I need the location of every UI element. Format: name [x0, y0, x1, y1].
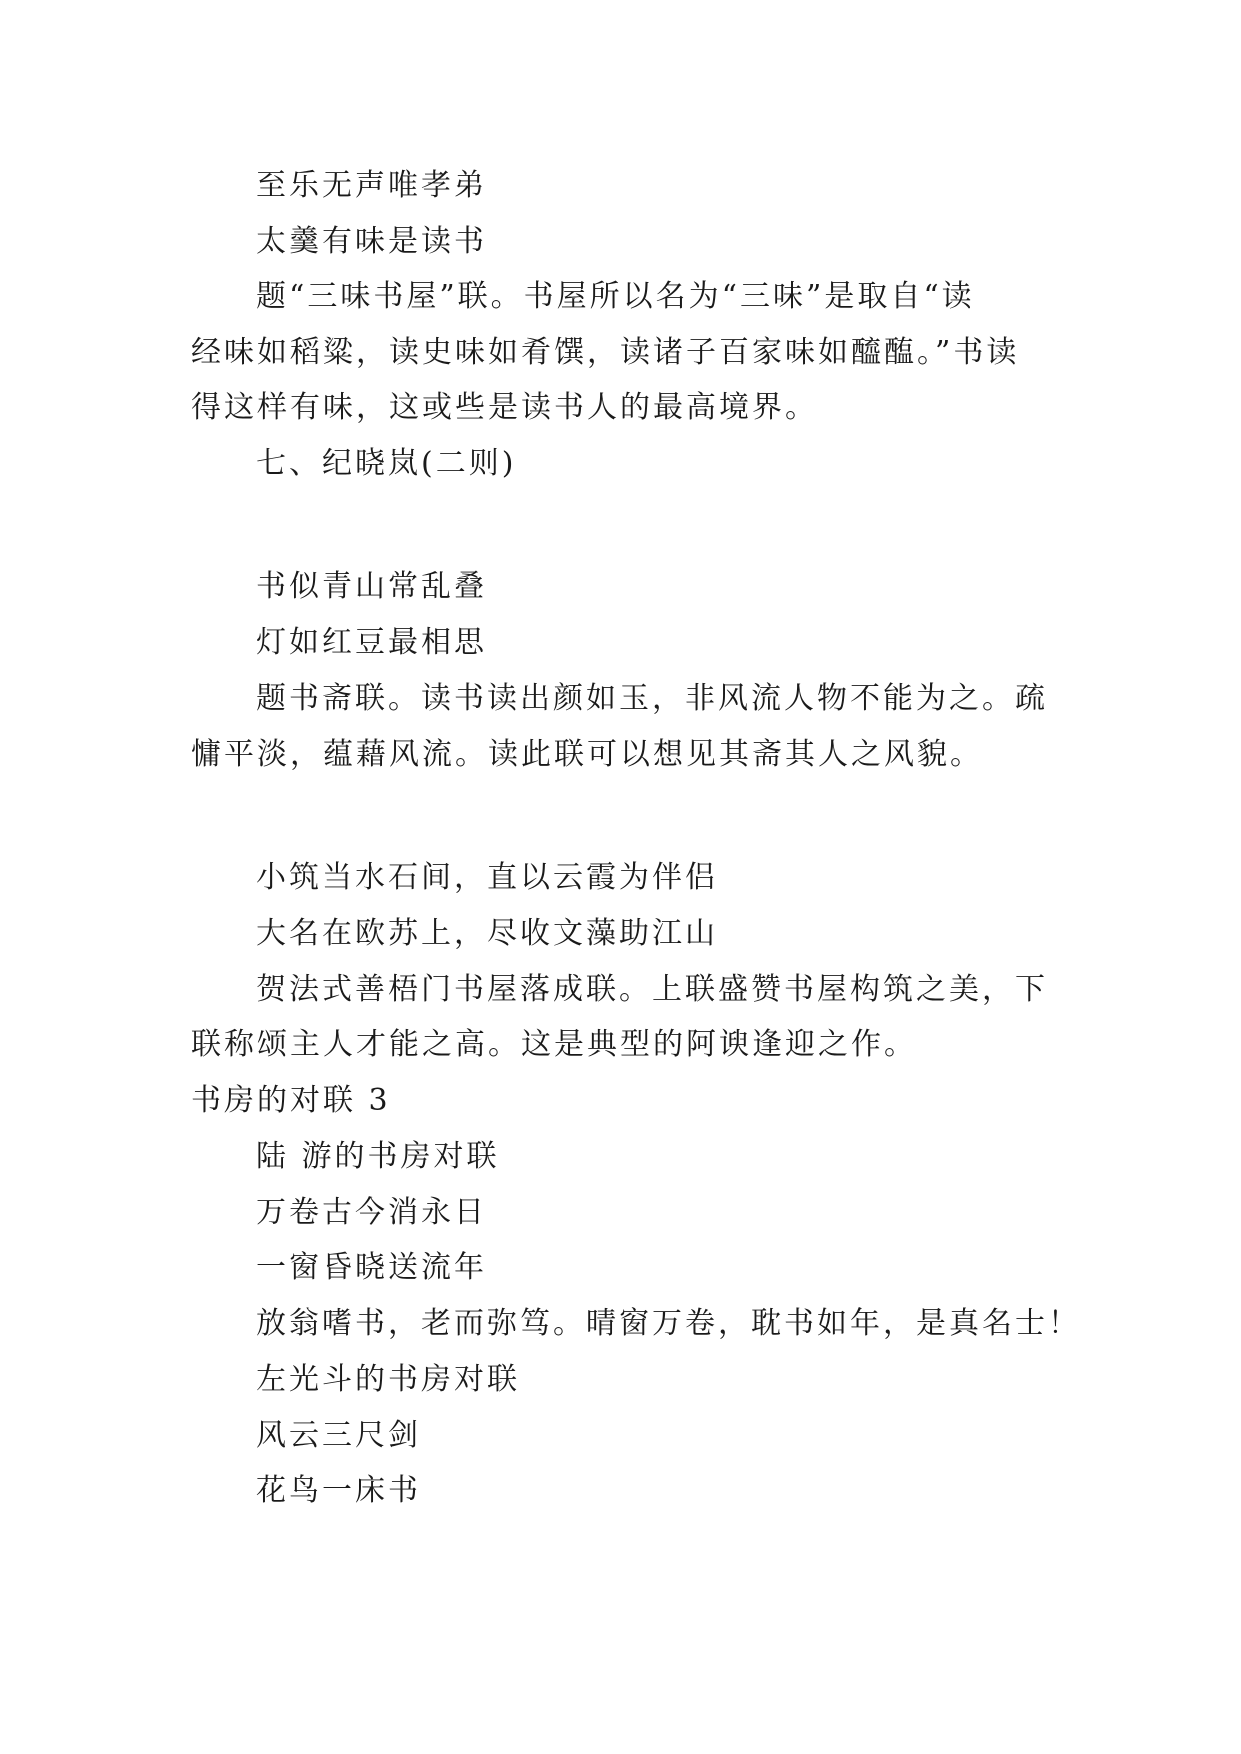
- couplet-line: 太羹有味是读书: [256, 224, 487, 259]
- section-title: 书房的对联 3: [191, 1083, 391, 1118]
- paragraph-line: 贺法式善梧门书屋落成联。上联盛赞书屋构筑之美，下: [256, 972, 1048, 1007]
- couplet-line: 小筑当水石间，直以云霞为伴侣: [256, 860, 718, 895]
- paragraph-line: 题书斋联。读书读出颜如玉，非风流人物不能为之。疏: [256, 681, 1048, 716]
- couplet-line: 花鸟一床书: [256, 1473, 421, 1508]
- couplet-line: 一窗昏晓送流年: [256, 1250, 487, 1285]
- couplet-line: 书似青山常乱叠: [256, 569, 487, 604]
- couplet-line: 万卷古今消永日: [256, 1195, 487, 1230]
- paragraph-line: 题“三味书屋”联。书屋所以名为“三味”是取自“读: [256, 279, 975, 314]
- couplet-line: 灯如红豆最相思: [256, 625, 487, 660]
- paragraph-line: 联称颂主人才能之高。这是典型的阿谀逢迎之作。: [191, 1027, 917, 1062]
- paragraph-line: 经味如稻粱，读史味如肴馔，读诸子百家味如醯醢。”书读: [191, 335, 1020, 370]
- couplet-line: 大名在欧苏上，尽收文藻助江山: [256, 916, 718, 951]
- section-heading: 七、纪晓岚(二则): [256, 446, 517, 481]
- subsection-heading: 陆 游的书房对联: [256, 1139, 500, 1174]
- paragraph-line: 得这样有味，这或些是读书人的最高境界。: [191, 390, 818, 425]
- paragraph-line: 慵平淡，蕴藉风流。读此联可以想见其斋其人之风貌。: [191, 737, 983, 772]
- paragraph-line: 放翁嗜书，老而弥笃。晴窗万卷，耽书如年，是真名士！: [256, 1306, 1081, 1341]
- subsection-heading: 左光斗的书房对联: [256, 1362, 520, 1397]
- couplet-line: 至乐无声唯孝弟: [256, 168, 487, 203]
- couplet-line: 风云三尺剑: [256, 1418, 421, 1453]
